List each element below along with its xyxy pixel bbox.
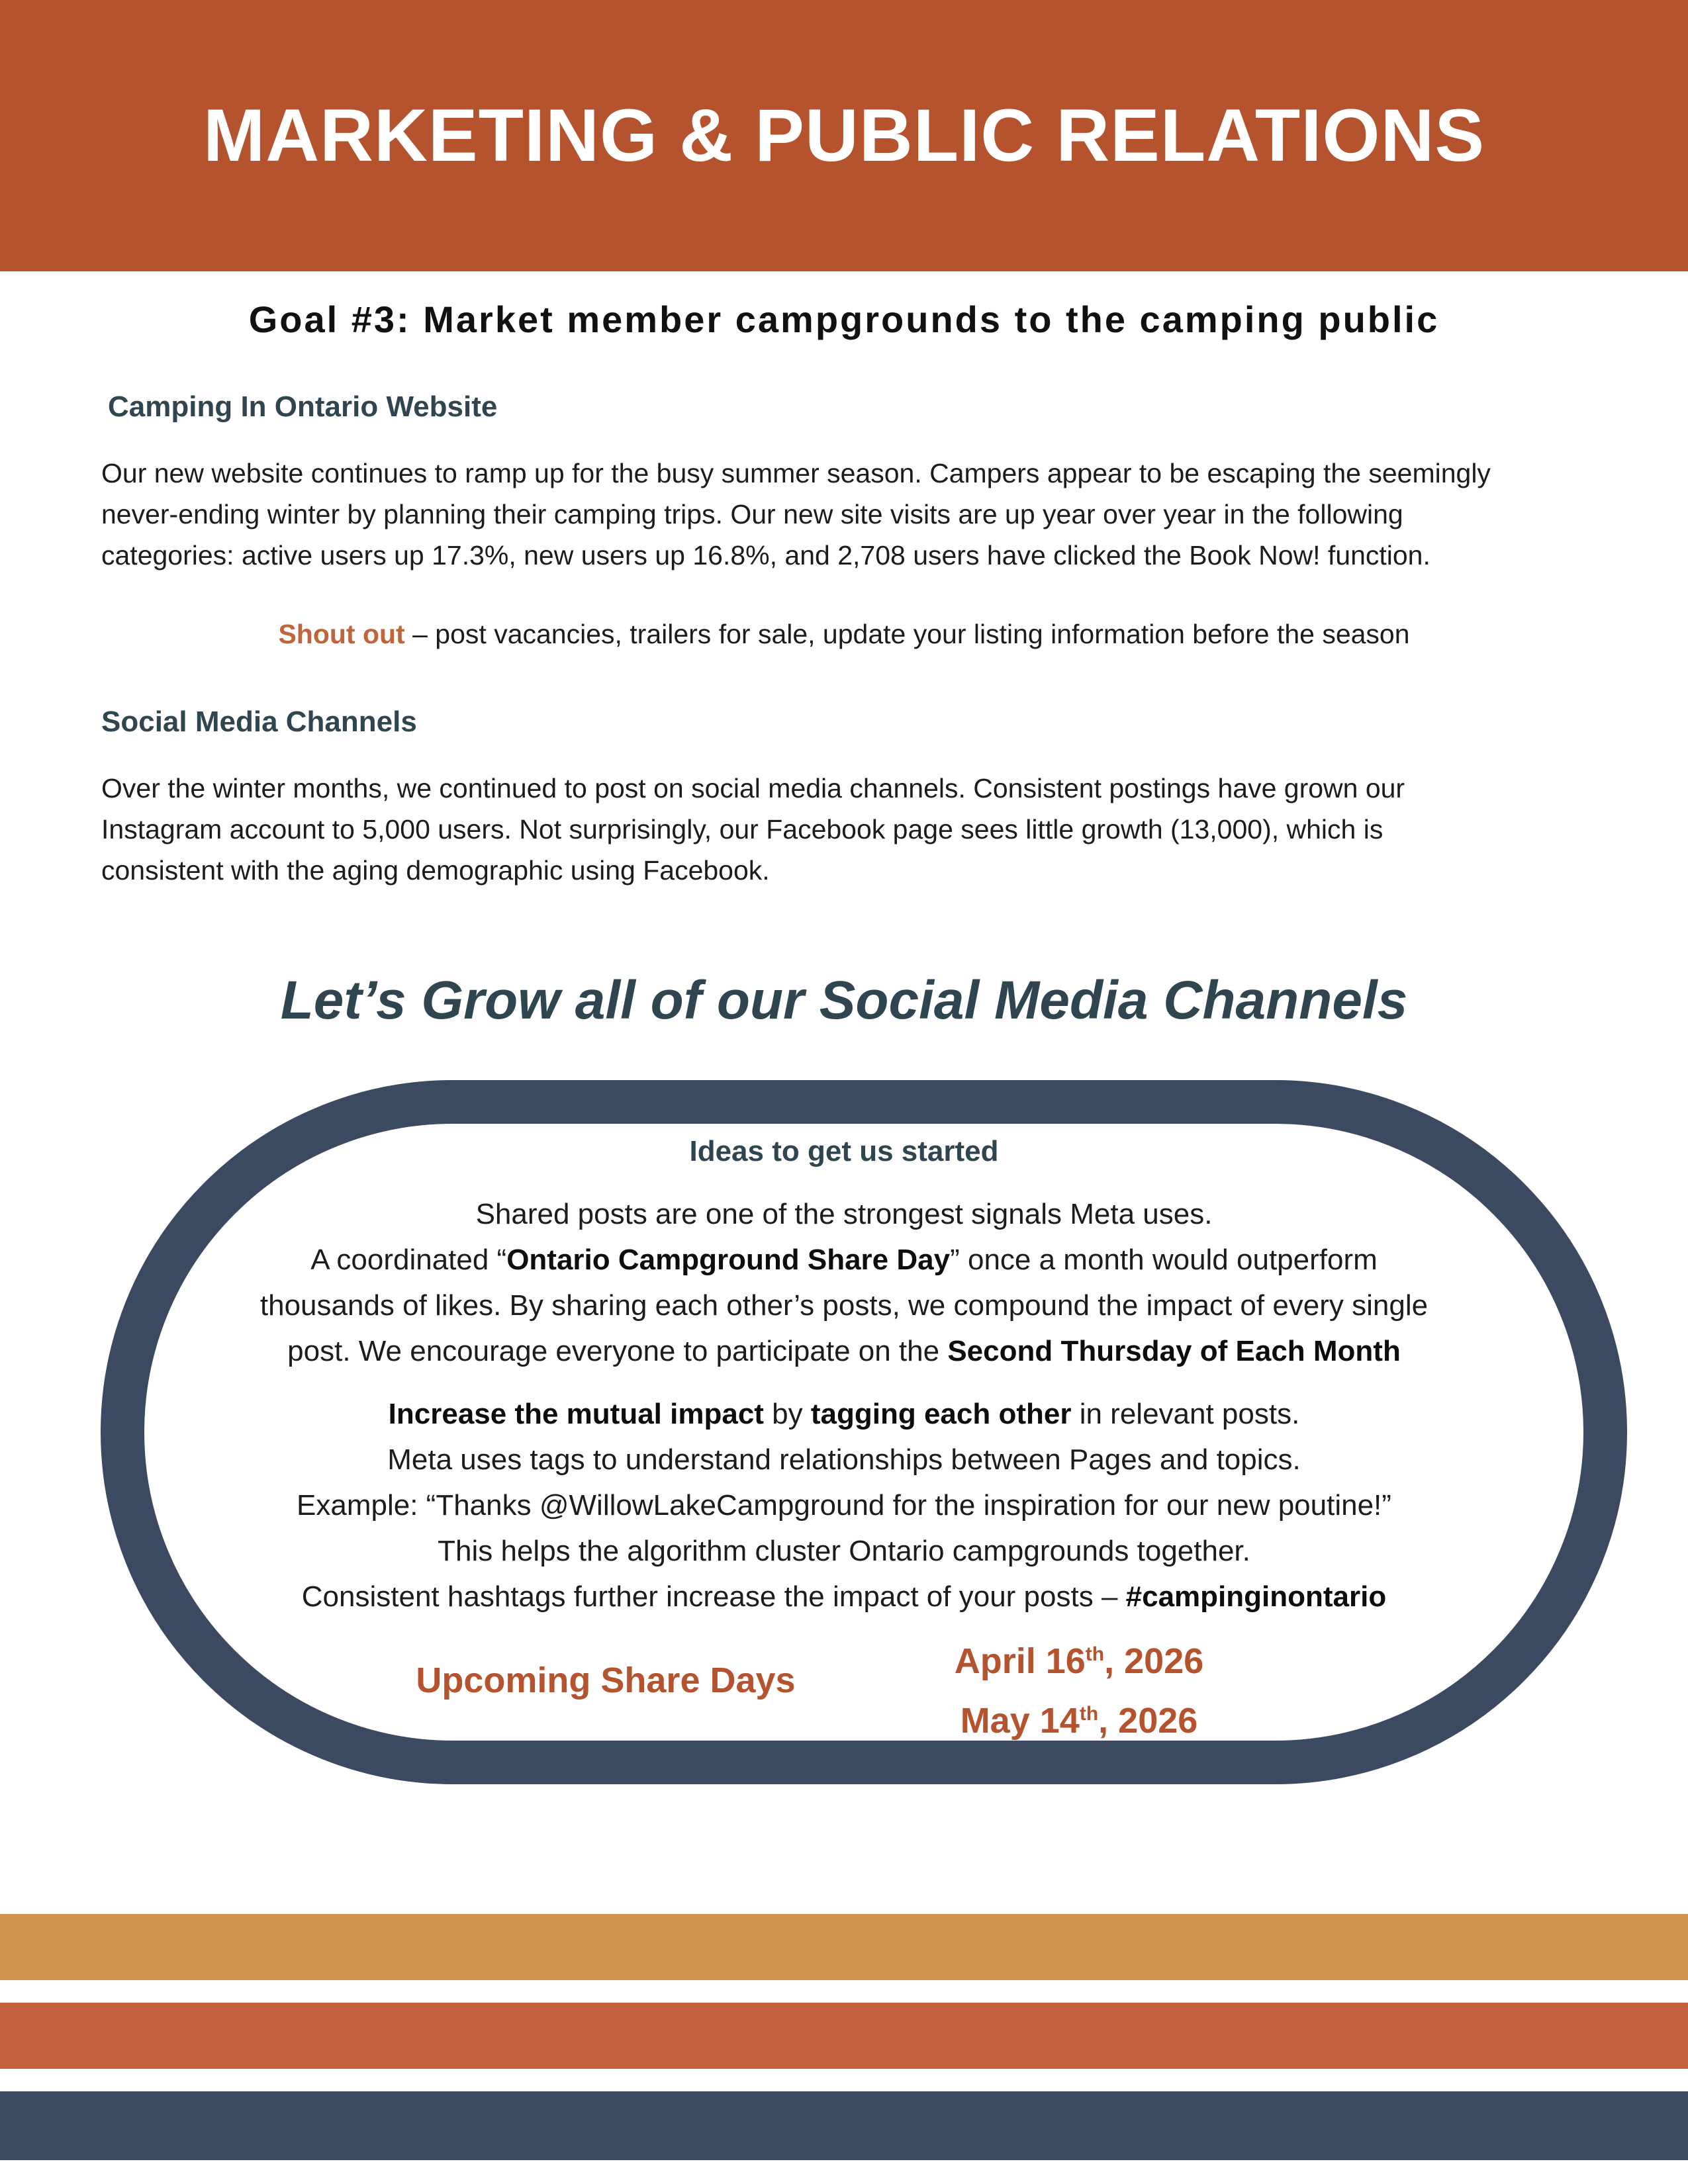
shoutout-label: Shout out	[278, 619, 405, 649]
shoutout-line	[0, 619, 1688, 650]
paragraph-line: Instagram account to 5,000 users. Not surprisingly, our Facebook page sees little growth (13,000), which is	[101, 814, 1383, 844]
paragraph-line: Our new website continues to ramp up for the busy summer season. Campers appear to be escaping the seemingly	[101, 458, 1491, 488]
shoutout-text: – post vacancies, trailers for sale, update your listing information before the season	[404, 619, 1410, 649]
tagging-line: Example: “Thanks @WillowLakeCampground for the inspiration for our new poutine!”	[297, 1489, 1391, 1522]
share-day-line: A coordinated “Ontario Campground Share Day” once a month would outperform	[310, 1244, 1378, 1276]
share-day-line: thousands of likes. By sharing each other’s posts, we compound the impact of every single	[259, 1289, 1429, 1322]
tagging-line: This helps the algorithm cluster Ontario campgrounds together.	[438, 1535, 1250, 1567]
share-date: April 16th, 2026	[954, 1641, 1204, 1681]
stripe-navy	[0, 2091, 1688, 2160]
social-paragraph	[101, 768, 1591, 891]
share-date: May 14th, 2026	[960, 1701, 1198, 1741]
share-day-line: post. We encourage everyone to participate on the Second Thursday of Each Month	[287, 1335, 1401, 1367]
website-heading: Camping In Ontario Website	[108, 390, 498, 423]
hashtag: #campinginontario	[1125, 1580, 1387, 1613]
share-day-schedule: Second Thursday of Each Month	[947, 1335, 1401, 1367]
goal-heading: Goal #3: Market member campgrounds to the camping public	[248, 298, 1440, 340]
share-day-name: Ontario Campground Share Day	[506, 1244, 951, 1276]
ideas-title: Ideas to get us started	[689, 1135, 999, 1167]
paragraph-line: categories: active users up 17.3%, new users up 16.8%, and 2,708 users have clicked the Book Now! function.	[101, 540, 1430, 570]
paragraph-line: consistent with the aging demographic using Facebook.	[101, 855, 770, 886]
header-band	[0, 0, 1688, 271]
share-day-line: Shared posts are one of the strongest signals Meta uses.	[475, 1198, 1213, 1230]
upcoming-dates	[914, 1628, 1244, 1747]
tagging-line: Meta uses tags to understand relationships between Pages and topics.	[387, 1443, 1301, 1476]
share-day-block	[199, 1191, 1489, 1374]
paragraph-line: Over the winter months, we continued to post on social media channels. Consistent postings have grown our	[101, 773, 1405, 803]
stripe-gold	[0, 1914, 1688, 1980]
page-title: MARKETING & PUBLIC RELATIONS	[203, 94, 1485, 177]
stripe-rust	[0, 2003, 1688, 2069]
website-paragraph	[101, 453, 1591, 576]
grow-heading: Let’s Grow all of our Social Media Channels	[280, 970, 1408, 1030]
upcoming-share-days-label: Upcoming Share Days	[416, 1661, 796, 1700]
social-heading: Social Media Channels	[101, 705, 417, 738]
tagging-line: Increase the mutual impact by tagging each other in relevant posts.	[388, 1398, 1300, 1430]
tagging-line: Consistent hashtags further increase the impact of your posts – #campinginontario	[301, 1580, 1387, 1613]
paragraph-line: never-ending winter by planning their camping trips. Our new site visits are up year over year in the following	[101, 499, 1403, 529]
tagging-block	[199, 1391, 1489, 1619]
